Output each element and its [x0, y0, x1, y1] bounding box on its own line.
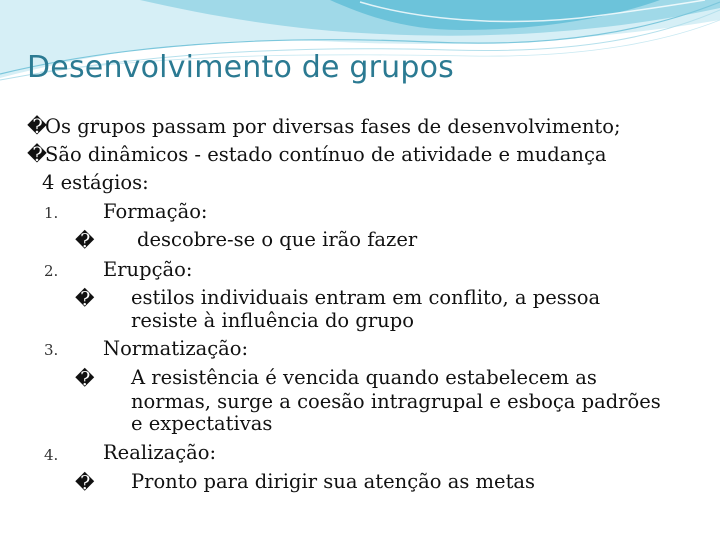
- intro-line-2: [27, 144, 607, 166]
- intro-text: São dinâmicos - estado contínuo de atividade e mudança: [45, 143, 607, 166]
- stage-name: Formação:: [103, 200, 208, 223]
- stage-detail: normas, surge a coesão intragrupal e esboça padrões: [131, 390, 661, 413]
- stage-name: Erupção:: [103, 258, 193, 281]
- stage-name: Realização:: [103, 441, 217, 464]
- intro-text: Os grupos passam por diversas fases de desenvolvimento;: [45, 115, 621, 138]
- stage-detail: Pronto para dirigir sua atenção as metas: [131, 470, 536, 493]
- stage-number: 4.: [44, 446, 59, 464]
- stage-detail: estilos individuais entram em conflito, a pessoa: [131, 286, 601, 309]
- stage-detail: resiste à influência do grupo: [131, 309, 414, 332]
- stage-number: 3.: [44, 341, 59, 359]
- stage-detail: A resistência é vencida quando estabelecem as: [131, 366, 597, 389]
- stage-number: 1.: [44, 204, 59, 222]
- replacement-glyph-bullet: �: [75, 230, 95, 252]
- intro-line-1: [27, 116, 621, 138]
- stages-heading: 4 estágios:: [42, 171, 149, 194]
- stage-detail: descobre-se o que irão fazer: [137, 228, 418, 251]
- stage-name: Normatização:: [103, 337, 249, 360]
- replacement-glyph-bullet: �: [75, 288, 95, 310]
- slide-title: Desenvolvimento de grupos: [27, 50, 454, 85]
- replacement-glyph-bullet: �: [27, 143, 47, 166]
- stage-number: 2.: [44, 262, 59, 280]
- replacement-glyph-bullet: �: [75, 472, 95, 494]
- replacement-glyph-bullet: �: [75, 368, 95, 390]
- replacement-glyph-bullet: �: [27, 115, 47, 138]
- stage-detail: e expectativas: [131, 412, 273, 435]
